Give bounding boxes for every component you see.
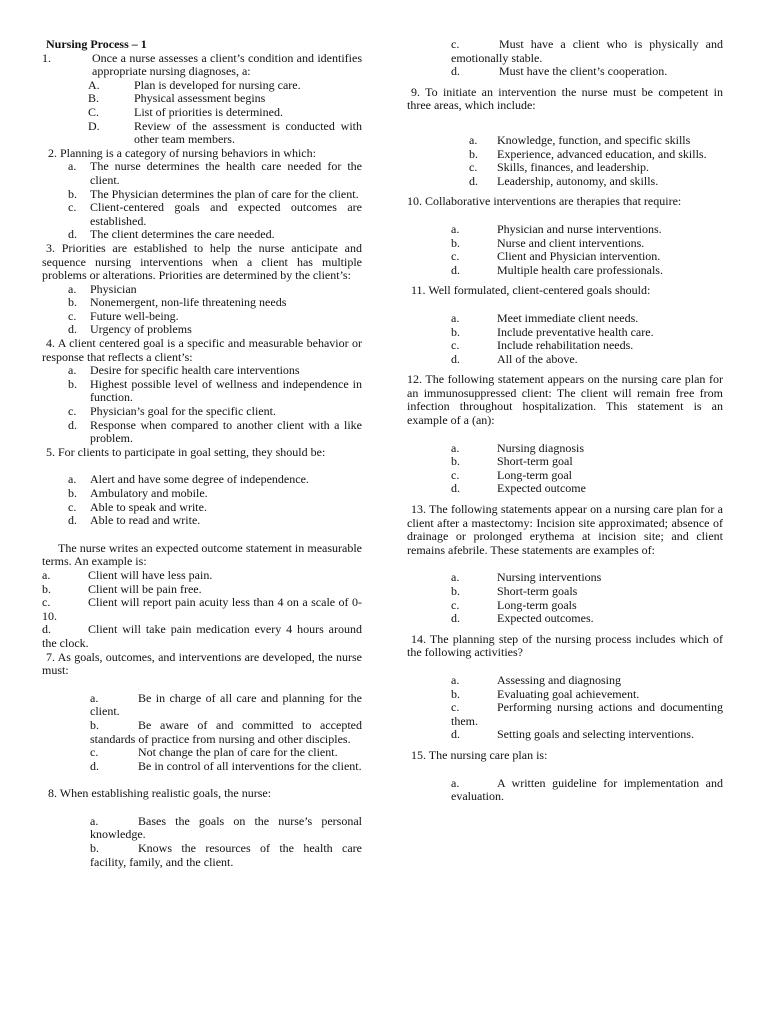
option: b. Be aware of and committed to accepted standards of practice from nursing and other disciples.: [90, 717, 362, 746]
option: b. Highest possible level of wellness and independence in function.: [68, 376, 362, 405]
page-title: Nursing Process – 1: [46, 37, 147, 51]
question-stem: 5. For clients to participate in goal setting, they should be:: [46, 444, 326, 459]
options: [407, 571, 723, 625]
option: d. Expected outcome: [451, 481, 586, 496]
question-6: [42, 542, 362, 651]
question-3: [42, 242, 362, 337]
options: [42, 283, 362, 337]
question-13: [407, 503, 723, 626]
option: d. All of the above.: [451, 351, 578, 366]
option: d. Urgency of problems: [68, 322, 192, 337]
option: d. Must have the client’s cooperation.: [451, 64, 668, 79]
option: d. Setting goals and selecting interventions.: [451, 727, 694, 742]
options: [407, 777, 723, 804]
option: a. Nursing diagnosis: [451, 440, 584, 455]
option: b. Knows the resources of the health care facility, family, and the client.: [90, 841, 362, 869]
option: c. Client will report pain acuity less than 4 on a scale of 0-10.: [42, 595, 362, 623]
option: B. Physical assessment begins: [88, 91, 266, 106]
options: [42, 473, 362, 527]
option: c. Physician’s goal for the specific client.: [68, 404, 276, 419]
question-stem: 12. The following statement appears on the nursing care plan for an immunosuppressed client: The client will remain free from infection throughout hospitalization. This statement is an example of a (an):: [407, 372, 723, 428]
question-stem: The nurse writes an expected outcome statement in measurable terms. An example is:: [42, 540, 362, 569]
question-12: [407, 373, 723, 496]
question-stem: 10. Collaborative interventions are therapies that require:: [407, 194, 682, 209]
option: d. Be in control of all interventions for the client.: [90, 758, 362, 773]
option: a. The nurse determines the health care needed for the client.: [68, 159, 362, 187]
option: d. Multiple health care professionals.: [451, 262, 663, 277]
question-stem: 3. Priorities are established to help the nurse anticipate and sequence nursing interventions when a client has multiple problems or alterations. Priorities are determined by the client’s:: [42, 240, 362, 283]
question-9: [407, 86, 723, 189]
option: d. Expected outcomes.: [451, 611, 594, 626]
option: b. Nonemergent, non-life threatening needs: [68, 295, 287, 310]
options: [42, 79, 362, 147]
question-stem: 14. The planning step of the nursing process includes which of the following activities?: [407, 631, 723, 660]
option: d. Leadership, autonomy, and skills.: [469, 173, 659, 188]
option: D. Review of the assessment is conducted with other team members.: [88, 118, 362, 147]
option: a. Bases the goals on the nurse’s personal knowledge.: [90, 813, 362, 842]
question-stem: 8. When establishing realistic goals, the nurse:: [48, 786, 272, 801]
question-14: [407, 633, 723, 742]
question-8-continued: [407, 38, 723, 79]
option: d. The client determines the care needed.: [68, 227, 275, 242]
option: c. Long-term goals: [451, 597, 577, 612]
question-8: [42, 787, 362, 869]
option: c. Future well-being.: [68, 308, 179, 323]
question-10: [407, 195, 723, 277]
options: [407, 312, 723, 366]
question-stem: 11. Well formulated, client-centered goals should:: [411, 283, 651, 298]
option: b. Experience, advanced education, and skills.: [469, 146, 707, 161]
question-1: [42, 52, 362, 147]
options: [407, 442, 723, 496]
option: b. Short-term goals: [451, 584, 578, 598]
option: a. Nursing interventions: [451, 570, 602, 585]
question-stem: 2. Planning is a category of nursing behaviors in which:: [48, 145, 316, 160]
options: [42, 364, 362, 446]
option: a. Physician: [68, 281, 137, 296]
option: c. Performing nursing actions and documenting them.: [451, 700, 723, 728]
option: d. Response when compared to another client with a like problem.: [68, 417, 362, 446]
option: c. Skills, finances, and leadership.: [469, 160, 649, 175]
option: b. The Physician determines the plan of care for the client.: [68, 186, 359, 201]
options: [407, 674, 723, 742]
question-11: [407, 284, 723, 366]
option: a. Assessing and diagnosing: [451, 672, 621, 687]
right-column: [407, 38, 723, 804]
question-stem: 4. A client centered goal is a specific and measurable behavior or response that reflects a client’s:: [42, 336, 362, 364]
option: d. Able to read and write.: [68, 513, 201, 528]
option: c. Include rehabilitation needs.: [451, 338, 634, 353]
option: a. Knowledge, function, and specific skills: [469, 132, 691, 147]
question-number: 1.: [42, 50, 51, 65]
option: a. A written guideline for implementation and evaluation.: [451, 775, 723, 804]
question-stem: 9. To initiate an intervention the nurse must be competent in three areas, which include:: [407, 84, 723, 113]
question-stem: 7. As goals, outcomes, and interventions are developed, the nurse must:: [42, 649, 362, 678]
question-stem: Once a nurse assesses a client’s condition and identifies appropriate nursing diagnoses, a:: [92, 50, 362, 79]
option: d. Client will take pain medication every 4 hours around the clock.: [42, 622, 362, 650]
option: b. Evaluating goal achievement.: [451, 686, 640, 701]
option: c. Client-centered goals and expected outcomes are established.: [68, 200, 362, 228]
option: b. Ambulatory and mobile.: [68, 486, 208, 500]
question-5: [42, 446, 362, 528]
option: a. Alert and have some degree of independence.: [68, 472, 309, 487]
option: a. Client will have less pain.: [42, 567, 213, 582]
options: [407, 134, 723, 188]
options: [42, 815, 362, 869]
option: a. Meet immediate client needs.: [451, 310, 639, 325]
option: b. Nurse and client interventions.: [451, 235, 645, 250]
option: A. Plan is developed for nursing care.: [88, 77, 301, 92]
options: [42, 692, 362, 774]
question-15: [407, 749, 723, 804]
option: b. Include preventative health care.: [451, 324, 654, 339]
option: c. Not change the plan of care for the client.: [90, 745, 338, 760]
option: c. Must have a client who is physically and emotionally stable.: [451, 37, 723, 65]
option: b. Short-term goal: [451, 454, 573, 469]
option: a. Be in charge of all care and planning for the client.: [90, 690, 362, 719]
options: [42, 569, 362, 651]
question-7: [42, 651, 362, 774]
option: b. Client will be pain free.: [42, 581, 202, 596]
options: [42, 160, 362, 242]
option: a. Desire for specific health care interventions: [68, 363, 300, 378]
question-2: [42, 147, 362, 242]
left-column: [42, 38, 362, 869]
option: c. Able to speak and write.: [68, 499, 207, 514]
option: a. Physician and nurse interventions.: [451, 221, 662, 236]
option: C. List of priorities is determined.: [88, 104, 283, 119]
options: [407, 223, 723, 277]
option: c. Client and Physician intervention.: [451, 249, 661, 264]
question-4: [42, 337, 362, 446]
option: c. Long-term goal: [451, 467, 572, 482]
question-stem: 15. The nursing care plan is:: [411, 747, 548, 762]
question-stem: 13. The following statements appear on a nursing care plan for a client after a mastectomy: Incision site approximated; absence of drainage or prolonged erythema at incision site; and client remains afebrile. These statements are examples of:: [407, 502, 723, 557]
